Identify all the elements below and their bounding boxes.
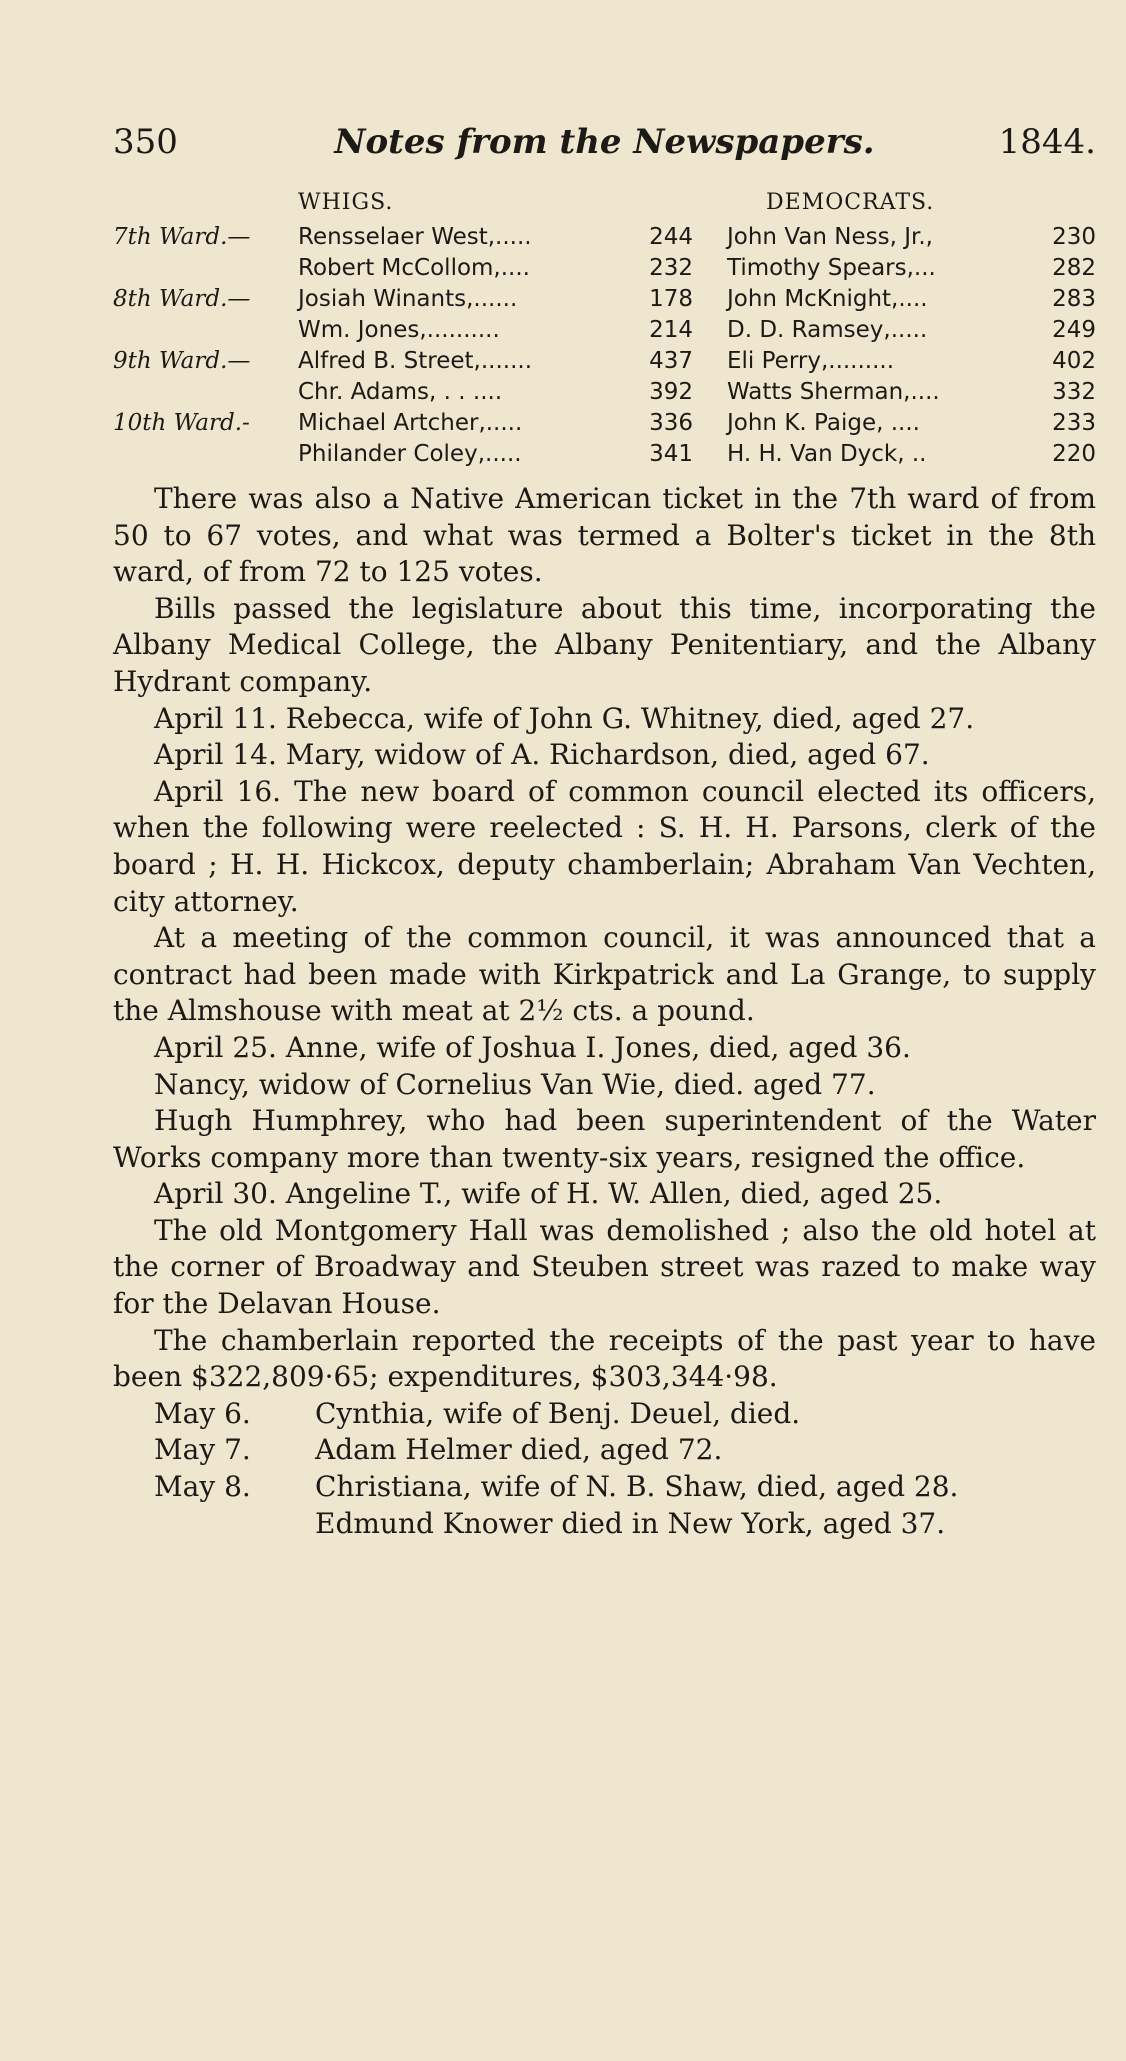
whig-votes: 336 <box>649 410 693 436</box>
democrat-votes: 332 <box>1052 379 1096 405</box>
democrat-candidate: Timothy Spears,... <box>727 255 936 281</box>
whig-candidate: Philander Coley,..... <box>298 441 522 467</box>
list-item <box>113 1396 1096 1433</box>
whig-candidate: Alfred B. Street,....... <box>298 348 533 374</box>
list-item <box>113 1506 1096 1543</box>
table-row <box>113 222 1096 253</box>
entry-text: Adam Helmer died, aged 72. <box>315 1433 723 1467</box>
entry-text: Cynthia, wife of Benj. Deuel, died. <box>315 1396 801 1430</box>
table-row <box>113 315 1096 346</box>
democrat-candidate: H. H. Van Dyck, .. <box>727 441 927 467</box>
entry-date: May 6. <box>154 1396 251 1430</box>
democrat-votes: 233 <box>1052 410 1096 436</box>
whig-candidate: Wm. Jones,.......... <box>298 317 500 343</box>
ward-label: 7th Ward.— <box>113 224 251 250</box>
ward-label: 10th Ward.- <box>113 410 250 436</box>
democrat-candidate: Eli Perry,......... <box>727 348 895 374</box>
list-item <box>113 1469 1096 1506</box>
whig-votes: 392 <box>649 379 693 405</box>
whig-candidate: Chr. Adams, . . .... <box>298 379 503 405</box>
paragraph: At a meeting of the common council, it was announced that a contract had been made with Kirkpatrick and La Grange, to supply the Almshouse with meat at 2½ cts. a pound. <box>113 921 1096 1028</box>
democrat-candidate: John Van Ness, Jr., <box>727 224 933 250</box>
ward-election-table <box>113 222 1096 470</box>
democrat-votes: 402 <box>1052 348 1096 374</box>
entry-date: May 8. <box>154 1470 251 1504</box>
page-number: 350 <box>113 122 178 162</box>
entry-date: May 7. <box>154 1433 251 1467</box>
paragraph: The old Montgomery Hall was demolished ; also the old hotel at the corner of Broadway and Steuben street was razed to make way for the Delavan House. <box>113 1213 1096 1321</box>
democrat-votes: 249 <box>1052 317 1096 343</box>
table-row <box>113 377 1096 408</box>
paragraph: Bills passed the legislature about this time, incorporating the Albany Medical College, the Albany Penitentiary, and the Albany Hydrant company. <box>113 591 1096 698</box>
page-year: 1844. <box>998 122 1096 162</box>
whig-votes: 232 <box>649 255 693 281</box>
democrat-votes: 220 <box>1052 441 1096 467</box>
table-row <box>113 253 1096 284</box>
paragraph: April 25. Anne, wife of Joshua I. Jones, died, aged 36. <box>154 1030 911 1064</box>
entry-text: Edmund Knower died in New York, aged 37. <box>315 1506 946 1540</box>
whig-candidate: Robert McCollom,.... <box>298 255 530 281</box>
paragraph: Nancy, widow of Cornelius Van Wie, died. aged 77. <box>154 1067 876 1101</box>
paragraph: April 30. Angeline T., wife of H. W. Allen, died, aged 25. <box>154 1177 943 1211</box>
paragraph: There was also a Native American ticket in the 7th ward of from 50 to 67 votes, and what was termed a Bolter's ticket in the 8th ward, of from 72 to 125 votes. <box>113 482 1096 589</box>
democrat-candidate: Watts Sherman,.... <box>727 379 940 405</box>
ward-label: 9th Ward.— <box>113 348 251 374</box>
running-title: Notes from the Newspapers. <box>334 122 875 162</box>
table-row <box>113 439 1096 470</box>
democrat-candidate: John K. Paige, .... <box>727 410 920 436</box>
paragraph: The chamberlain reported the receipts of the past year to have been $322,809·65; expenditures, $303,344·98. <box>113 1323 1096 1394</box>
democrat-votes: 230 <box>1052 224 1096 250</box>
democrat-votes: 283 <box>1052 286 1096 312</box>
democrat-candidate: John McKnight,.... <box>727 286 928 312</box>
whigs-column-header: WHIGS. <box>298 190 394 215</box>
whig-votes: 437 <box>649 348 693 374</box>
whig-votes: 244 <box>649 224 693 250</box>
page-header <box>113 122 1096 170</box>
whig-candidate: Rensselaer West,..... <box>298 224 532 250</box>
democrat-candidate: D. D. Ramsey,..... <box>727 317 928 343</box>
whig-votes: 341 <box>649 441 693 467</box>
democrat-votes: 282 <box>1052 255 1096 281</box>
whig-candidate: Josiah Winants,...... <box>298 286 518 312</box>
list-item <box>113 1432 1096 1469</box>
whig-candidate: Michael Artcher,..... <box>298 410 523 436</box>
paragraph: April 16. The new board of common council elected its officers, when the following were reelected : S. H. H. Parsons, clerk of the board ; H. H. Hickcox, deputy chamberlain; Abraham Van Vechten, city attorney. <box>113 774 1096 918</box>
table-row <box>113 346 1096 377</box>
democrats-column-header: DEMOCRATS. <box>766 190 935 215</box>
whig-votes: 178 <box>649 286 693 312</box>
paragraph: April 14. Mary, widow of A. Richardson, died, aged 67. <box>154 738 930 772</box>
whig-votes: 214 <box>649 317 693 343</box>
paragraph: April 11. Rebecca, wife of John G. Whitney, died, aged 27. <box>154 701 975 735</box>
ward-label: 8th Ward.— <box>113 286 251 312</box>
body-text <box>113 481 1096 1542</box>
table-row <box>113 284 1096 315</box>
entry-text: Christiana, wife of N. B. Shaw, died, aged 28. <box>315 1470 959 1504</box>
table-row <box>113 408 1096 439</box>
paragraph: Hugh Humphrey, who had been superintendent of the Water Works company more than twenty-six years, resigned the office. <box>113 1104 1096 1174</box>
